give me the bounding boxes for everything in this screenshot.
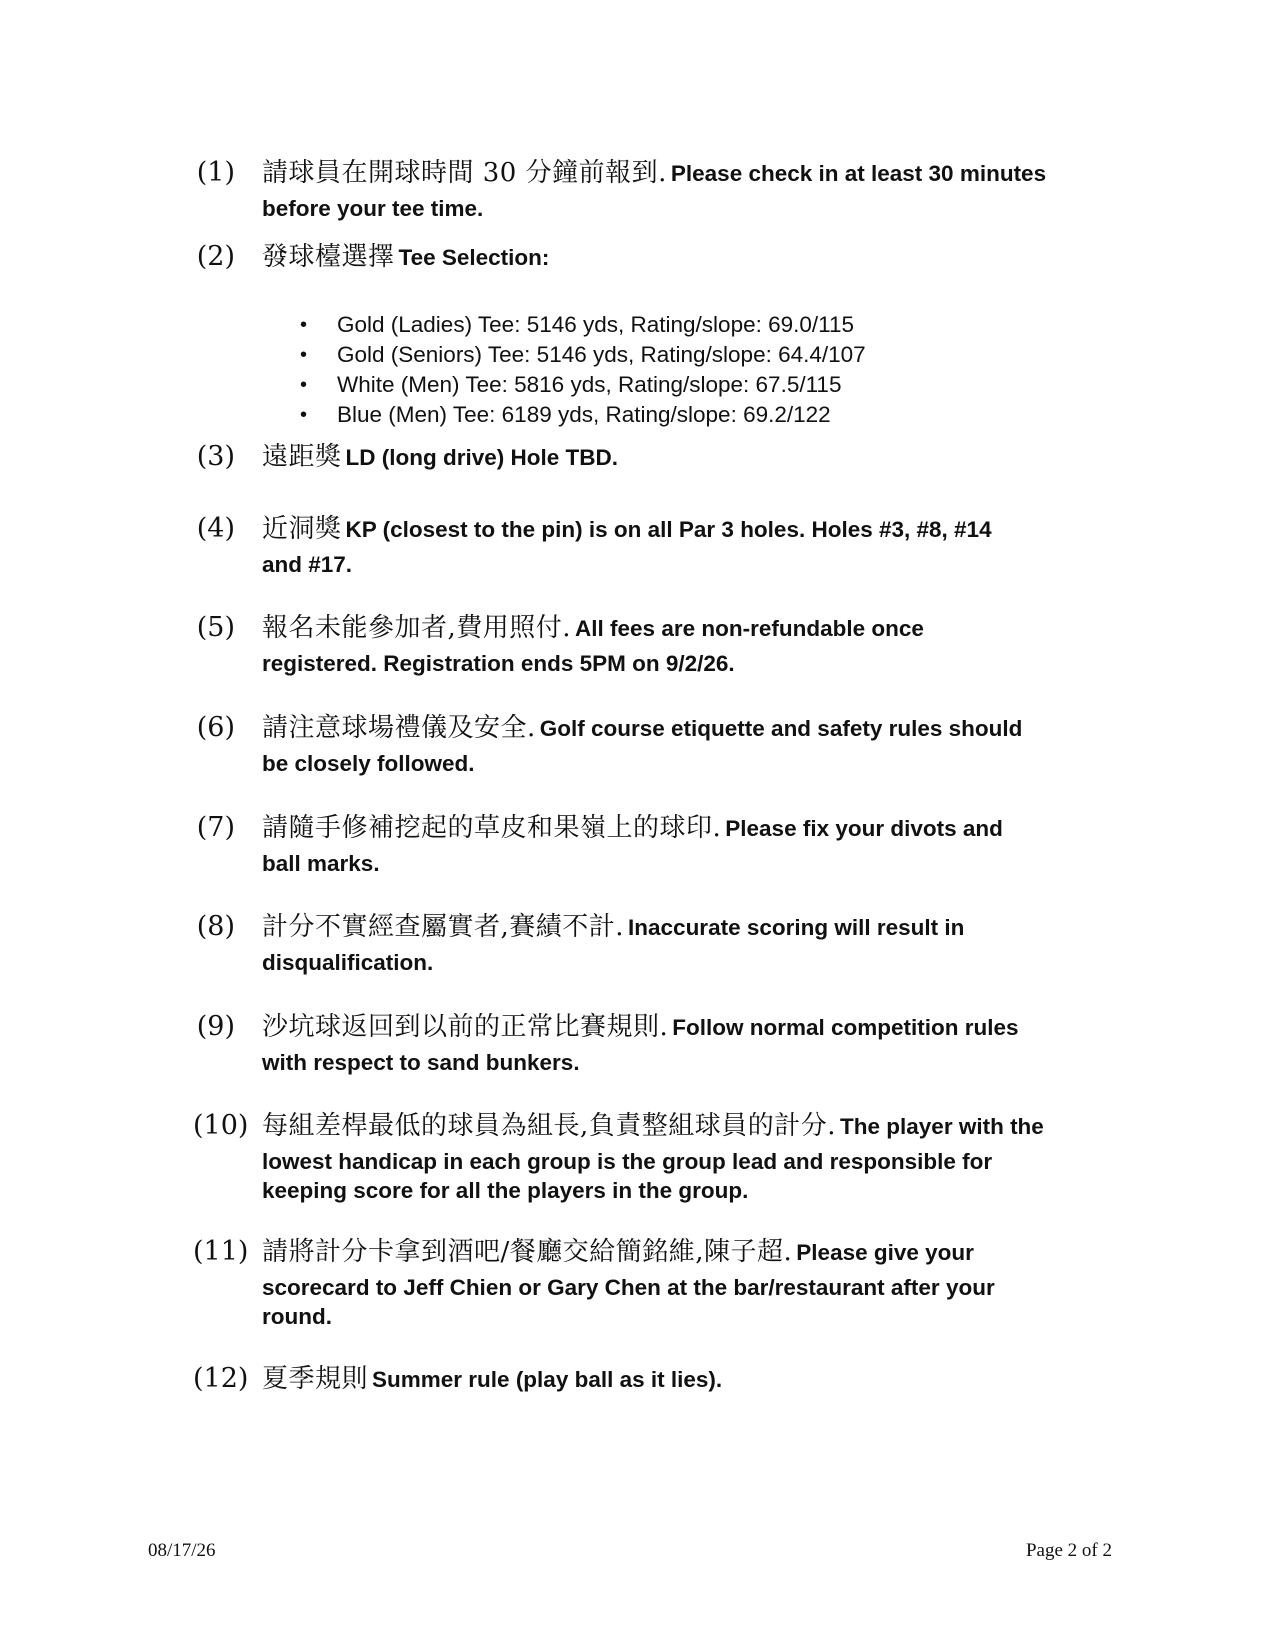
rule-english: The player with the: [840, 1114, 1044, 1139]
rule-english: All fees are non-refundable once: [575, 616, 924, 641]
rule-chinese: 請球員在開球時間 30 分鐘前報到.: [262, 158, 667, 188]
rule-english: be closely followed.: [262, 751, 475, 776]
rule-chinese: 報名未能參加者,費用照付.: [262, 613, 572, 643]
rule-english: round.: [262, 1304, 332, 1329]
rule-english: Please check in at least 30 minutes: [670, 161, 1047, 186]
rule-number: (12): [193, 1363, 249, 1394]
rule-number: (10): [193, 1110, 249, 1141]
rule-english: KP (closest to the pin) is on all Par 3 holes. Holes #3, #8, #14: [345, 517, 992, 542]
rule-chinese: 每組差桿最低的球員為組長,負責整組球員的計分.: [262, 1111, 837, 1141]
rule-chinese: 近洞獎: [262, 514, 342, 544]
list-item: • Gold (Seniors) Tee: 5146 yds, Rating/slope: 64.4/107: [300, 340, 866, 370]
rule-chinese: 計分不實經查屬實者,賽績不計.: [262, 912, 625, 942]
rule-chinese: 夏季規則: [262, 1364, 369, 1394]
rule-chinese: 請將計分卡拿到酒吧/餐廳交給簡銘維,陳子超.: [262, 1237, 793, 1267]
rule-english: disqualification.: [262, 950, 434, 975]
rule-number: (4): [196, 513, 235, 544]
rule-english: Please give your: [796, 1240, 974, 1265]
rule-chinese: 沙坑球返回到以前的正常比賽規則.: [262, 1012, 669, 1042]
rule-english: Follow normal competition rules: [672, 1015, 1019, 1040]
bullet-icon: •: [300, 404, 308, 426]
rule-english: lowest handicap in each group is the group lead and responsible for: [262, 1149, 993, 1174]
rule-english: ball marks.: [262, 851, 380, 876]
rule-number: (8): [196, 911, 235, 942]
rule-english: registered. Registration ends 5PM on 9/2/26.: [262, 651, 735, 676]
rule-chinese: 遠距獎: [262, 442, 342, 472]
bullet-icon: •: [300, 344, 308, 366]
rule-number: (7): [196, 812, 235, 843]
footer-date: 08/17/26: [148, 1540, 216, 1561]
rule-english: Summer rule (play ball as it lies).: [372, 1367, 723, 1392]
footer-page-number: Page 2 of 2: [1025, 1540, 1112, 1561]
rule-english: and #17.: [262, 552, 353, 577]
rule-english: scorecard to Jeff Chien or Gary Chen at the bar/restaurant after your: [262, 1275, 995, 1300]
rule-english: with respect to sand bunkers.: [262, 1050, 580, 1075]
rule-number: (2): [196, 241, 235, 272]
rule-chinese: 請注意球場禮儀及安全.: [262, 713, 536, 743]
list-item: • Gold (Ladies) Tee: 5146 yds, Rating/slope: 69.0/115: [300, 310, 866, 340]
rule-number: (5): [196, 612, 235, 643]
rule-chinese: 發球檯選擇: [262, 242, 395, 272]
rule-number: (1): [196, 157, 235, 188]
rule-chinese: 請隨手修補挖起的草皮和果嶺上的球印.: [262, 813, 722, 843]
rule-english: Please fix your divots and: [725, 816, 1003, 841]
rule-english: keeping score for all the players in the group.: [262, 1178, 749, 1203]
rule-number: (3): [196, 441, 235, 472]
rule-number: (11): [193, 1236, 249, 1267]
rule-english: LD (long drive) Hole TBD.: [345, 445, 619, 470]
rule-english: Golf course etiquette and safety rules should: [539, 716, 1023, 741]
rule-english: Tee Selection:: [398, 245, 550, 270]
rule-english: Inaccurate scoring will result in: [628, 915, 965, 940]
tee-selection-list: [300, 310, 866, 430]
list-item: • Blue (Men) Tee: 6189 yds, Rating/slope: 69.2/122: [300, 400, 866, 430]
list-item: • White (Men) Tee: 5816 yds, Rating/slope: 67.5/115: [300, 370, 866, 400]
bullet-icon: •: [300, 314, 308, 336]
rule-english: before your tee time.: [262, 196, 484, 221]
bullet-icon: •: [300, 374, 308, 396]
rule-number: (9): [196, 1011, 235, 1042]
rule-number: (6): [196, 712, 235, 743]
